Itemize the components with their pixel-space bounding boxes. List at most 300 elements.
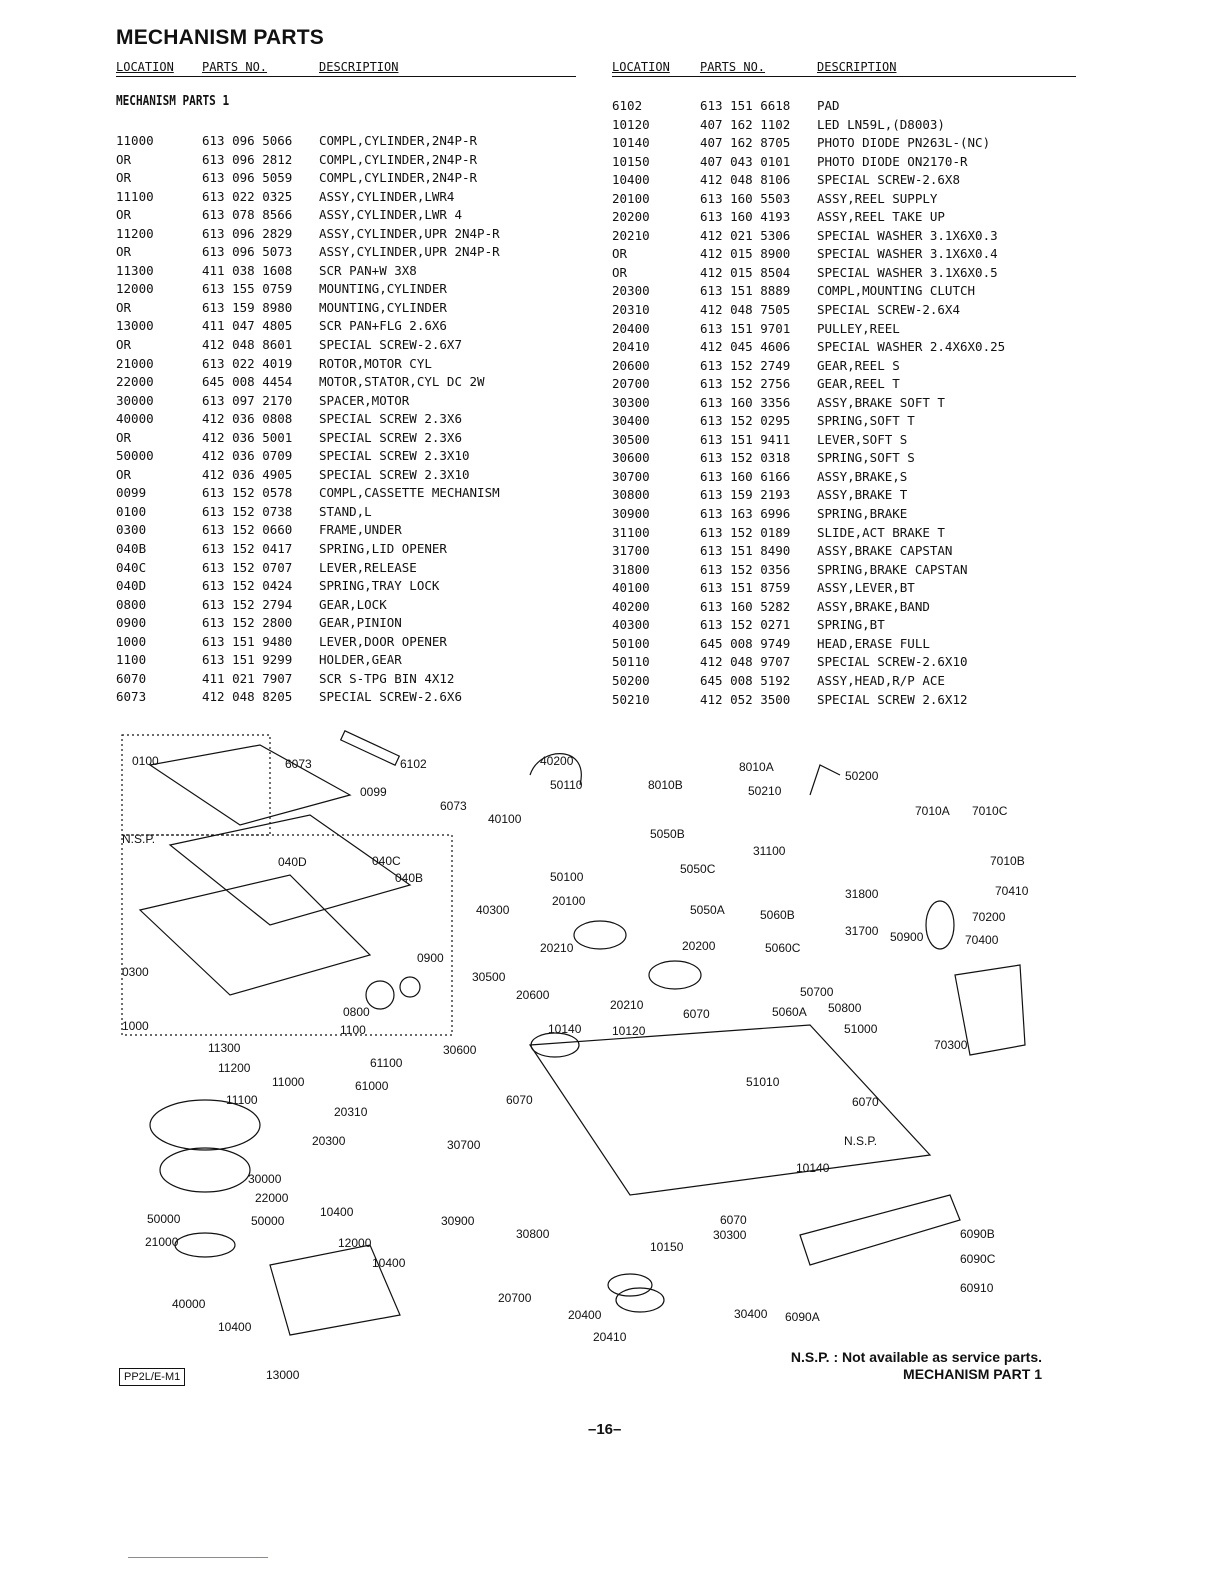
parts-row — [116, 336, 586, 355]
description-cell: SPACER,MOTOR — [319, 392, 410, 408]
location-cell: 50110 — [612, 654, 650, 670]
callout-label: 10400 — [372, 1256, 406, 1270]
callout-label: 10120 — [612, 1024, 646, 1038]
part-number-cell: 412 048 8601 — [202, 337, 293, 353]
description-cell: SPECIAL SCREW 2.3X10 — [319, 466, 470, 482]
description-cell: SPECIAL SCREW-2.6X7 — [319, 337, 462, 353]
parts-row — [116, 243, 586, 262]
header-location: LOCATION — [612, 60, 670, 74]
part-number-cell: 613 152 2749 — [700, 357, 791, 373]
callout-label: 50210 — [748, 784, 782, 798]
description-cell: PAD — [817, 98, 840, 113]
part-number-cell: 613 151 9701 — [700, 320, 791, 336]
description-cell: GEAR,PINION — [319, 615, 402, 631]
parts-row — [612, 616, 1082, 635]
part-number-cell: 613 152 0660 — [202, 522, 293, 538]
stand-outline — [122, 735, 270, 835]
model-code-box: PP2L/E-M1 — [119, 1368, 185, 1386]
location-cell: 30700 — [612, 468, 650, 484]
part-number-cell: 613 163 6996 — [700, 506, 791, 522]
location-cell: 11000 — [116, 133, 154, 148]
cylinder-upper — [150, 1100, 260, 1150]
header-description: DESCRIPTION — [817, 60, 897, 74]
location-cell: 20210 — [612, 227, 650, 243]
callout-label: 31700 — [845, 924, 879, 938]
parts-row — [116, 429, 586, 448]
callout-label: 8010A — [739, 760, 774, 774]
parts-row — [612, 208, 1082, 227]
callout-label: 21000 — [145, 1235, 179, 1249]
part-number-cell: 411 038 1608 — [202, 262, 293, 278]
description-cell: SPECIAL WASHER 3.1X6X0.3 — [817, 227, 998, 243]
location-cell: OR — [116, 466, 132, 482]
location-cell: 40100 — [612, 580, 650, 596]
part-number-cell: 613 152 0356 — [700, 561, 791, 577]
callout-label: 5060B — [760, 908, 795, 922]
gear-lock — [366, 981, 394, 1009]
part-number-cell: 412 036 5001 — [202, 429, 293, 445]
location-cell: 50210 — [612, 691, 650, 707]
description-cell: PULLEY,REEL — [817, 320, 900, 336]
reel-take-up — [649, 961, 701, 989]
description-cell: ASSY,LEVER,BT — [817, 580, 915, 596]
location-cell: 20200 — [612, 209, 650, 225]
description-cell: ASSY,REEL TAKE UP — [817, 209, 945, 225]
pad — [341, 731, 400, 765]
callout-label: 50700 — [800, 985, 834, 999]
description-cell: SPRING,LID OPENER — [319, 541, 447, 557]
part-number-cell: 407 162 1102 — [700, 116, 791, 132]
description-cell: COMPL,CASSETTE MECHANISM — [319, 485, 500, 501]
callout-label: 40000 — [172, 1297, 206, 1311]
callout-label: 040B — [395, 871, 424, 885]
parts-row — [612, 561, 1082, 580]
location-cell: 10120 — [612, 116, 650, 132]
description-cell: ROTOR,MOTOR CYL — [319, 355, 432, 371]
location-cell: OR — [612, 246, 628, 262]
parts-row — [612, 579, 1082, 598]
location-cell: 1000 — [116, 633, 147, 649]
part-number-cell: 613 151 8490 — [700, 543, 791, 559]
callout-label: 50100 — [550, 870, 584, 884]
description-cell: ASSY,CYLINDER,UPR 2N4P-R — [319, 225, 500, 241]
part-number-cell: 613 160 4193 — [700, 209, 791, 225]
location-cell: 30900 — [612, 506, 650, 522]
part-number-cell: 412 015 8504 — [700, 264, 791, 280]
parts-row — [116, 670, 586, 689]
description-cell: LEVER,DOOR OPENER — [319, 633, 447, 649]
part-number-cell: 613 022 4019 — [202, 355, 293, 371]
location-cell: 11100 — [116, 188, 154, 204]
part-number-cell: 412 048 8106 — [700, 172, 791, 188]
callout-label: 6070 — [506, 1093, 533, 1107]
parts-row — [116, 280, 586, 299]
parts-row — [116, 633, 586, 652]
callout-label: 6070 — [720, 1213, 747, 1227]
callout-label: 6070 — [852, 1095, 879, 1109]
location-cell: 0800 — [116, 596, 147, 612]
parts-row — [116, 317, 586, 336]
part-number-cell: 412 036 4905 — [202, 466, 293, 482]
location-cell: 20600 — [612, 357, 650, 373]
callout-label: 20210 — [540, 941, 574, 955]
callout-label: 30900 — [441, 1214, 475, 1228]
callout-label: 7010A — [915, 804, 950, 818]
part-number-cell: 412 036 0709 — [202, 448, 293, 464]
parts-row — [116, 169, 586, 188]
part-number-cell: 613 159 2193 — [700, 487, 791, 503]
location-cell: OR — [116, 337, 132, 353]
description-cell: GEAR,REEL S — [817, 357, 900, 373]
location-cell: 040B — [116, 541, 147, 557]
part-number-cell: 411 047 4805 — [202, 318, 293, 334]
callout-label: 5060C — [765, 941, 801, 955]
part-number-cell: 613 151 9480 — [202, 633, 293, 649]
parts-row — [612, 635, 1082, 654]
part-number-cell: 645 008 5192 — [700, 672, 791, 688]
main-chassis — [530, 1025, 930, 1195]
callout-label: 40100 — [488, 812, 522, 826]
callout-label: 30400 — [734, 1307, 768, 1321]
parts-row — [116, 503, 586, 522]
parts-row — [116, 188, 586, 207]
part-number-cell: 613 078 8566 — [202, 207, 293, 223]
part-number-cell: 412 052 3500 — [700, 691, 791, 707]
description-cell: SPECIAL SCREW 2.3X6 — [319, 429, 462, 445]
callout-label: 0800 — [343, 1005, 370, 1019]
part-number-cell: 613 152 0578 — [202, 485, 293, 501]
description-cell: MOUNTING,CYLINDER — [319, 299, 447, 315]
location-cell: 20400 — [612, 320, 650, 336]
erase-head — [810, 765, 840, 795]
location-cell: 11300 — [116, 262, 154, 278]
part-number-cell: 613 160 3356 — [700, 394, 791, 410]
parts-row — [116, 540, 586, 559]
location-cell: 10400 — [612, 172, 650, 188]
location-cell: 50100 — [612, 635, 650, 651]
location-cell: 040D — [116, 578, 147, 594]
location-cell: 22000 — [116, 374, 154, 390]
location-cell: 11200 — [116, 225, 154, 241]
callout-label: 20410 — [593, 1330, 627, 1344]
callout-label: 20400 — [568, 1308, 602, 1322]
description-cell: SCR PAN+W 3X8 — [319, 262, 417, 278]
location-cell: 30300 — [612, 394, 650, 410]
parts-row — [612, 691, 1082, 710]
callout-label: 5060A — [772, 1005, 807, 1019]
location-cell: 0099 — [116, 485, 147, 501]
part-number-cell: 613 022 0325 — [202, 188, 293, 204]
parts-row — [612, 653, 1082, 672]
callout-label: 50900 — [890, 930, 924, 944]
callout-label: 20700 — [498, 1291, 532, 1305]
callout-label: 70300 — [934, 1038, 968, 1052]
part-number-cell: 412 048 7505 — [700, 302, 791, 318]
parts-row — [612, 505, 1082, 524]
location-cell: OR — [116, 244, 132, 260]
location-cell: 6102 — [612, 98, 643, 113]
callout-label: 10140 — [548, 1022, 582, 1036]
part-number-cell: 613 151 9411 — [700, 431, 791, 447]
part-number-cell: 613 160 5503 — [700, 190, 791, 206]
callout-label: 10150 — [650, 1240, 684, 1254]
parts-row — [612, 245, 1082, 264]
part-number-cell: 407 043 0101 — [700, 153, 791, 169]
callout-label: 30500 — [472, 970, 506, 984]
parts-row — [612, 524, 1082, 543]
nsp-note-text: N.S.P. : Not available as service parts. — [790, 1349, 1042, 1365]
cylinder-lower — [160, 1148, 250, 1192]
description-cell: SPECIAL SCREW 2.3X10 — [319, 448, 470, 464]
description-cell: ASSY,HEAD,R/P ACE — [817, 672, 945, 688]
location-cell: 30800 — [612, 487, 650, 503]
description-cell: SPECIAL SCREW-2.6X6 — [319, 689, 462, 705]
callout-label: 70400 — [965, 933, 999, 947]
left-parts-list — [116, 132, 586, 707]
part-number-cell: 412 048 8205 — [202, 689, 293, 705]
location-cell: 20310 — [612, 302, 650, 318]
description-cell: ASSY,BRAKE T — [817, 487, 908, 503]
description-cell: SPRING,BRAKE CAPSTAN — [817, 561, 968, 577]
section-title: MECHANISM PARTS 1 — [116, 94, 230, 109]
part-number-cell: 645 008 9749 — [700, 635, 791, 651]
parts-row — [116, 651, 586, 670]
header-rule — [612, 76, 1076, 77]
callout-label: 30800 — [516, 1227, 550, 1241]
part-number-cell: 613 096 2829 — [202, 225, 293, 241]
parts-row — [612, 134, 1082, 153]
parts-row — [116, 466, 586, 485]
callout-label: 040D — [278, 855, 307, 869]
description-cell: SPRING,TRAY LOCK — [319, 578, 440, 594]
parts-row — [612, 375, 1082, 394]
callout-label: 6073 — [440, 799, 467, 813]
parts-row — [612, 412, 1082, 431]
part-number-cell: 613 096 5066 — [202, 133, 293, 148]
location-cell: 40200 — [612, 598, 650, 614]
parts-row — [116, 577, 586, 596]
callout-label: 20100 — [552, 894, 586, 908]
description-cell: ASSY,BRAKE,BAND — [817, 598, 930, 614]
location-cell: OR — [116, 429, 132, 445]
callout-label: 10140 — [796, 1161, 830, 1175]
description-cell: SPRING,SOFT S — [817, 450, 915, 466]
parts-row — [116, 132, 586, 151]
part-number-cell: 613 152 2794 — [202, 596, 293, 612]
description-cell: PHOTO DIODE PN263L-(NC) — [817, 135, 991, 151]
callout-label: 11200 — [218, 1061, 251, 1075]
callout-label: 50000 — [147, 1212, 181, 1226]
location-cell: OR — [116, 170, 132, 186]
location-cell: 20700 — [612, 376, 650, 392]
callout-label: 0099 — [360, 785, 387, 799]
callout-label: 7010C — [972, 804, 1008, 818]
part-number-cell: 412 036 0808 — [202, 411, 293, 427]
parts-row — [612, 301, 1082, 320]
description-cell: MOUNTING,CYLINDER — [319, 281, 447, 297]
cassette-holder-top — [150, 745, 350, 825]
callout-label: 50110 — [550, 778, 583, 792]
callout-label: 70410 — [995, 884, 1029, 898]
nsp-note — [700, 1349, 1042, 1383]
part-number-cell: 613 151 6618 — [700, 98, 791, 113]
header-rule — [116, 76, 576, 77]
part-number-cell: 613 152 0271 — [700, 617, 791, 633]
callout-label: N.S.P. — [122, 832, 156, 846]
part-number-cell: 645 008 4454 — [202, 374, 293, 390]
callout-label: 40300 — [476, 903, 510, 917]
part-number-cell: 613 152 0738 — [202, 503, 293, 519]
callout-label: 50800 — [828, 1001, 862, 1015]
callout-label: 70200 — [972, 910, 1006, 924]
part-number-cell: 613 159 8980 — [202, 299, 293, 315]
location-cell: OR — [612, 264, 628, 280]
parts-row — [116, 299, 586, 318]
location-cell: 30600 — [612, 450, 650, 466]
callout-label: 12000 — [338, 1236, 372, 1250]
callout-label: 50000 — [251, 1214, 285, 1228]
callout-label: 0900 — [417, 951, 444, 965]
callout-label: 6090B — [960, 1227, 995, 1241]
callout-label: 20200 — [682, 939, 716, 953]
description-cell: FRAME,UNDER — [319, 522, 402, 538]
description-cell: GEAR,REEL T — [817, 376, 900, 392]
callout-label: 13000 — [266, 1368, 300, 1382]
location-cell: 30000 — [116, 392, 154, 408]
description-cell: ASSY,CYLINDER,LWR 4 — [319, 207, 462, 223]
description-cell: LEVER,RELEASE — [319, 559, 417, 575]
part-number-cell: 613 151 8759 — [700, 580, 791, 596]
part-number-cell: 613 152 2756 — [700, 376, 791, 392]
parts-row — [612, 227, 1082, 246]
callout-label: 6073 — [285, 757, 312, 771]
description-cell: SPECIAL WASHER 3.1X6X0.5 — [817, 264, 998, 280]
gear-reel-t — [608, 1274, 652, 1296]
parts-row — [612, 598, 1082, 617]
callout-label: 20310 — [334, 1105, 368, 1119]
parts-row — [116, 392, 586, 411]
part-number-cell: 412 048 9707 — [700, 654, 791, 670]
callout-label: 51000 — [844, 1022, 878, 1036]
location-cell: 20410 — [612, 339, 650, 355]
parts-row — [116, 447, 586, 466]
callout-label: 6102 — [400, 757, 427, 771]
description-cell: SCR PAN+FLG 2.6X6 — [319, 318, 447, 334]
location-cell: 31700 — [612, 543, 650, 559]
part-number-cell: 613 152 0417 — [202, 541, 293, 557]
description-cell: COMPL,CYLINDER,2N4P-R — [319, 170, 478, 186]
part-number-cell: 613 152 0424 — [202, 578, 293, 594]
location-cell: 0900 — [116, 615, 147, 631]
description-cell: MOTOR,STATOR,CYL DC 2W — [319, 374, 485, 390]
callout-label: 5050A — [690, 903, 725, 917]
location-cell: 12000 — [116, 281, 154, 297]
description-cell: GEAR,LOCK — [319, 596, 387, 612]
parts-row — [612, 153, 1082, 172]
motor-rotor — [175, 1233, 235, 1257]
location-cell: 20100 — [612, 190, 650, 206]
callout-label: 61000 — [355, 1079, 389, 1093]
part-number-cell: 613 152 0189 — [700, 524, 791, 540]
parts-row — [116, 559, 586, 578]
parts-row — [612, 468, 1082, 487]
description-cell: SPRING,SOFT T — [817, 413, 915, 429]
capstan-motor — [926, 901, 954, 949]
margin-rule — [128, 1557, 268, 1558]
description-cell: HOLDER,GEAR — [319, 652, 402, 668]
callout-label: 11300 — [208, 1041, 241, 1055]
location-cell: 20300 — [612, 283, 650, 299]
description-cell: PHOTO DIODE ON2170-R — [817, 153, 968, 169]
location-cell: 10140 — [612, 135, 650, 151]
parts-row — [612, 190, 1082, 209]
parts-row — [612, 282, 1082, 301]
description-cell: STAND,L — [319, 503, 372, 519]
description-cell: ASSY,REEL SUPPLY — [817, 190, 938, 206]
description-cell: ASSY,BRAKE,S — [817, 468, 908, 484]
parts-row — [612, 542, 1082, 561]
callout-label: 5050B — [650, 827, 685, 841]
callout-labels — [122, 754, 1029, 1382]
location-cell: OR — [116, 299, 132, 315]
parts-row — [612, 394, 1082, 413]
location-cell: 040C — [116, 559, 147, 575]
callout-label: 6090A — [785, 1310, 820, 1324]
description-cell: LED LN59L,(D8003) — [817, 116, 945, 132]
callout-label: 0100 — [132, 754, 159, 768]
slide-assembly — [800, 1195, 960, 1265]
location-cell: 30500 — [612, 431, 650, 447]
location-cell: 13000 — [116, 318, 154, 334]
parts-row — [116, 521, 586, 540]
callout-label: 0300 — [122, 965, 149, 979]
parts-row — [116, 355, 586, 374]
callout-label: 1000 — [122, 1019, 149, 1033]
page-title: MECHANISM PARTS — [116, 26, 324, 49]
location-cell: OR — [116, 207, 132, 223]
callout-label: 20300 — [312, 1134, 346, 1148]
location-cell: 31800 — [612, 561, 650, 577]
part-number-cell: 613 096 5059 — [202, 170, 293, 186]
pulley-reel — [616, 1288, 664, 1312]
description-cell: SPECIAL SCREW 2.3X6 — [319, 411, 462, 427]
part-number-cell: 407 162 8705 — [700, 135, 791, 151]
location-cell: 0100 — [116, 503, 147, 519]
parts-row — [612, 338, 1082, 357]
parts-row — [612, 357, 1082, 376]
callout-label: 10400 — [320, 1205, 354, 1219]
part-number-cell: 613 151 8889 — [700, 283, 791, 299]
location-cell: 31100 — [612, 524, 650, 540]
description-cell: COMPL,CYLINDER,2N4P-R — [319, 151, 478, 167]
parts-row — [116, 484, 586, 503]
description-cell: ASSY,CYLINDER,LWR4 — [319, 188, 455, 204]
parts-row — [612, 264, 1082, 283]
description-cell: HEAD,ERASE FULL — [817, 635, 930, 651]
part-number-cell: 411 021 7907 — [202, 670, 293, 686]
exploded-view-diagram — [110, 725, 1120, 1400]
callout-label: 31800 — [845, 887, 879, 901]
callout-label: 040C — [372, 854, 401, 868]
description-cell: SCR S-TPG BIN 4X12 — [319, 670, 455, 686]
part-number-cell: 613 152 0295 — [700, 413, 791, 429]
part-number-cell: 412 015 8900 — [700, 246, 791, 262]
callout-label: 30000 — [248, 1172, 282, 1186]
parts-row — [116, 410, 586, 429]
right-parts-list — [612, 97, 1082, 709]
part-number-cell: 613 155 0759 — [202, 281, 293, 297]
callout-label: 20210 — [610, 998, 644, 1012]
